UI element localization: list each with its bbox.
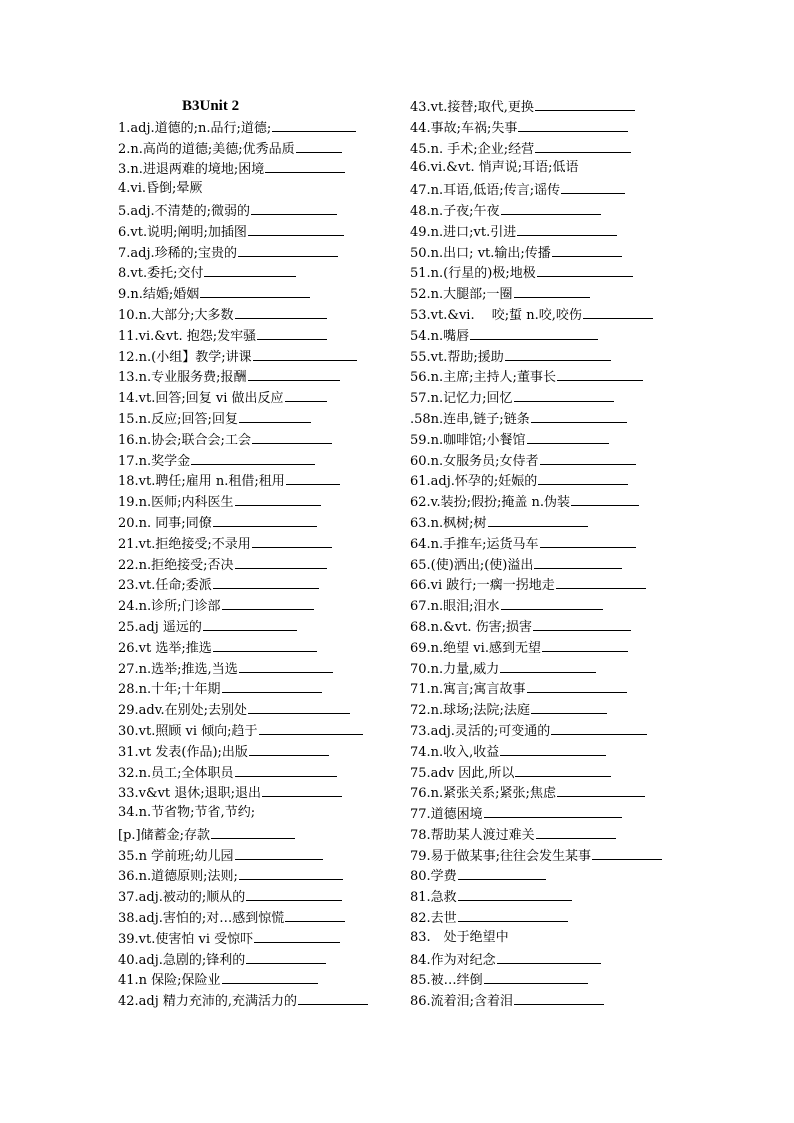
vocab-prompt: 9.n.结婚;婚姻 <box>118 287 200 303</box>
vocab-item <box>410 470 690 491</box>
vocab-item <box>118 512 388 533</box>
vocab-prompt: 68.n.&vt. 伤害;损害 <box>410 619 532 635</box>
vocab-prompt: 29.adv.在别处;去别处 <box>118 703 248 719</box>
answer-blank[interactable] <box>501 595 603 610</box>
vocab-prompt: 80.学费 <box>410 869 457 885</box>
vocab-prompt: 7.adj.珍稀的;宝贵的 <box>118 245 238 261</box>
vocab-item <box>410 117 690 138</box>
vocab-item <box>410 429 690 450</box>
answer-blank[interactable] <box>272 117 356 132</box>
answer-blank[interactable] <box>222 678 322 693</box>
vocab-prompt: 23.vt.任命;委派 <box>118 578 212 594</box>
vocab-item <box>118 158 388 179</box>
answer-blank[interactable] <box>254 928 340 943</box>
answer-blank[interactable] <box>246 949 326 964</box>
vocab-prompt: 40.adj.急剧的;锋利的 <box>118 952 246 968</box>
vocab-prompt: 43.vt.接替;取代,更换 <box>410 100 534 115</box>
vocab-prompt: [p.]储蓄金;存款 <box>118 827 210 843</box>
vocab-prompt: 50.n.出口; vt.输出;传播 <box>410 245 551 261</box>
vocab-item <box>118 865 388 886</box>
vocab-prompt: 30.vt.照顾 vi 倾向;趋于 <box>118 723 258 739</box>
answer-blank[interactable] <box>552 242 622 257</box>
answer-blank[interactable] <box>501 200 601 215</box>
answer-blank[interactable] <box>211 824 295 839</box>
vocab-item <box>118 741 388 762</box>
vocab-prompt: 13.n.专业服务费;报酬 <box>118 370 247 386</box>
vocab-item <box>118 824 388 845</box>
vocab-prompt: 14.vt.回答;回复 vi 做出反应 <box>118 391 284 407</box>
vocab-prompt: 26.vt 选举;推选 <box>118 640 212 656</box>
vocab-item <box>410 221 690 242</box>
vocab-item <box>410 928 690 949</box>
answer-blank[interactable] <box>515 762 611 777</box>
vocab-item <box>410 907 690 928</box>
vocab-item <box>118 949 388 970</box>
answer-blank[interactable] <box>222 969 318 984</box>
vocab-item <box>410 450 690 471</box>
vocab-prompt: 82.去世 <box>410 911 457 927</box>
vocab-prompt: 38.adj.害怕的;对…感到惊慌 <box>118 911 285 927</box>
vocab-prompt: 33.v&vt 退休;退职;退出 <box>118 786 262 802</box>
vocab-item <box>410 533 690 554</box>
vocab-prompt: 86.流着泪;含着泪 <box>410 994 514 1010</box>
answer-blank[interactable] <box>239 658 333 673</box>
vocab-item <box>410 824 690 845</box>
answer-blank[interactable] <box>540 533 636 548</box>
vocab-item <box>410 387 690 408</box>
vocab-prompt: 47.n.耳语,低语;传言;谣传 <box>410 183 561 199</box>
vocab-item <box>410 158 690 179</box>
answer-blank[interactable] <box>252 429 332 444</box>
answer-blank[interactable] <box>235 554 327 569</box>
vocab-prompt: 49.n.进口;vt.引进 <box>410 224 517 240</box>
answer-blank[interactable] <box>285 387 327 402</box>
vocab-item <box>410 658 690 679</box>
answer-blank[interactable] <box>222 595 314 610</box>
vocab-item <box>410 969 690 990</box>
answer-blank[interactable] <box>239 408 311 423</box>
vocab-prompt: 19.n.医师;内科医生 <box>118 495 234 511</box>
answer-blank[interactable] <box>213 637 317 652</box>
vocab-prompt: 77.道德困境 <box>410 807 483 823</box>
vocab-item <box>118 595 388 616</box>
answer-blank[interactable] <box>534 554 622 569</box>
vocab-prompt: 84.作为对纪念 <box>410 952 496 968</box>
answer-blank[interactable] <box>535 96 635 111</box>
vocab-item <box>118 304 388 325</box>
right-column <box>410 96 690 1011</box>
vocab-prompt: 67.n.眼泪;泪水 <box>410 599 500 615</box>
vocab-item <box>410 325 690 346</box>
answer-blank[interactable] <box>536 824 616 839</box>
answer-blank[interactable] <box>531 408 627 423</box>
vocab-item <box>410 949 690 970</box>
answer-blank[interactable] <box>533 616 631 631</box>
vocab-item <box>410 595 690 616</box>
vocab-prompt: 1.adj.道德的;n.品行;道德; <box>118 120 272 136</box>
vocab-item <box>410 865 690 886</box>
vocab-item <box>410 720 690 741</box>
answer-blank[interactable] <box>592 845 662 860</box>
vocab-prompt: 62.v.装扮;假扮;掩盖 n.伪装 <box>410 495 571 511</box>
vocab-prompt: 21.vt.拒绝接受;不录用 <box>118 536 251 552</box>
vocab-prompt: 28.n.十年;十年期 <box>118 682 221 698</box>
vocab-item <box>410 678 690 699</box>
vocab-item <box>118 221 388 242</box>
vocab-prompt: 35.n 学前班;幼儿园 <box>118 848 234 864</box>
vocab-item <box>410 782 690 803</box>
vocab-item <box>118 429 388 450</box>
answer-blank[interactable] <box>458 865 546 880</box>
vocab-item <box>410 762 690 783</box>
vocab-item <box>118 574 388 595</box>
answer-blank[interactable] <box>213 574 319 589</box>
vocab-item <box>410 845 690 866</box>
vocab-item <box>118 616 388 637</box>
answer-blank[interactable] <box>537 262 633 277</box>
vocab-prompt: 44.事故;车祸;失事 <box>410 120 518 136</box>
answer-blank[interactable] <box>527 678 627 693</box>
answer-blank[interactable] <box>484 969 588 984</box>
answer-blank[interactable] <box>458 907 568 922</box>
vocab-item <box>118 762 388 783</box>
vocab-item <box>410 138 690 159</box>
vocab-prompt: 32.n.员工;全体职员 <box>118 765 234 781</box>
answer-blank[interactable] <box>262 782 342 797</box>
answer-blank[interactable] <box>252 533 332 548</box>
vocab-prompt: 53.vt.&vi. 咬;蜇 n.咬,咬伤 <box>410 307 582 323</box>
answer-blank[interactable] <box>557 782 645 797</box>
vocab-item <box>118 346 388 367</box>
answer-blank[interactable] <box>514 283 590 298</box>
answer-blank[interactable] <box>488 512 588 527</box>
vocab-item <box>118 803 388 824</box>
vocab-prompt: 4.vi.昏倒;晕厥 <box>118 181 203 197</box>
vocab-item <box>410 741 690 762</box>
vocab-item <box>118 720 388 741</box>
vocab-prompt: 63.n.枫树;树 <box>410 515 487 531</box>
vocab-prompt: 37.adj.被动的;顺从的 <box>118 890 246 906</box>
vocab-prompt: 59.n.咖啡馆;小餐馆 <box>410 432 526 448</box>
answer-blank[interactable] <box>286 470 340 485</box>
vocab-item <box>410 616 690 637</box>
vocab-prompt: 75.adv 因此,所以 <box>410 765 515 781</box>
vocab-item <box>410 699 690 720</box>
vocab-item <box>118 387 388 408</box>
vocab-item <box>410 408 690 429</box>
vocab-prompt: 69.n.绝望 vi.感到无望 <box>410 640 541 656</box>
vocab-prompt: 81.急救 <box>410 890 457 906</box>
vocab-prompt: 71.n.寓言;寓言故事 <box>410 682 526 698</box>
answer-blank[interactable] <box>191 450 315 465</box>
answer-blank[interactable] <box>248 221 344 236</box>
answer-blank[interactable] <box>253 346 357 361</box>
vocab-item <box>410 554 690 575</box>
vocab-item <box>410 803 690 824</box>
answer-blank[interactable] <box>514 990 604 1005</box>
vocab-item <box>118 886 388 907</box>
vocab-prompt: 54.n.嘴唇 <box>410 328 470 344</box>
vocab-item <box>118 658 388 679</box>
answer-blank[interactable] <box>517 221 617 236</box>
vocab-item <box>410 637 690 658</box>
vocab-prompt: 31.vt 发表(作品);出版 <box>118 744 248 760</box>
vocab-prompt: 46.vi.&vt. 悄声说;耳语;低语 <box>410 160 579 176</box>
answer-blank[interactable] <box>571 491 639 506</box>
vocab-prompt: 73.adj.灵活的;可变通的 <box>410 723 551 739</box>
answer-blank[interactable] <box>248 699 350 714</box>
vocab-prompt: 51.n.(行星的)极;地极 <box>410 266 536 282</box>
vocab-item <box>118 366 388 387</box>
answer-blank[interactable] <box>458 886 572 901</box>
answer-blank[interactable] <box>238 242 338 257</box>
vocab-prompt: 66.vi 跛行;一瘸一拐地走 <box>410 578 555 594</box>
vocab-item <box>410 96 690 117</box>
vocab-item <box>410 990 690 1011</box>
vocab-item <box>118 470 388 491</box>
vocab-item <box>118 200 388 221</box>
vocab-item <box>118 678 388 699</box>
vocab-prompt: .58n.连串,链子;链条 <box>410 411 530 427</box>
answer-blank[interactable] <box>251 200 337 215</box>
vocab-item <box>118 928 388 949</box>
answer-blank[interactable] <box>561 179 625 194</box>
vocab-prompt: 79.易于做某事;往往会发生某事 <box>410 848 592 864</box>
answer-blank[interactable] <box>557 366 643 381</box>
vocab-prompt: 17.n.奖学金 <box>118 453 191 469</box>
vocab-item <box>118 450 388 471</box>
answer-blank[interactable] <box>556 574 646 589</box>
vocab-item <box>410 179 690 200</box>
vocab-prompt: 52.n.大腿部;一圈 <box>410 287 513 303</box>
answer-blank[interactable] <box>249 741 329 756</box>
vocab-item <box>410 886 690 907</box>
answer-blank[interactable] <box>257 325 327 340</box>
answer-blank[interactable] <box>470 325 598 340</box>
vocab-prompt: 78.帮助某人渡过难关 <box>410 827 535 843</box>
answer-blank[interactable] <box>298 990 368 1005</box>
vocab-item <box>118 699 388 720</box>
answer-blank[interactable] <box>296 138 342 153</box>
answer-blank[interactable] <box>500 658 596 673</box>
answer-blank[interactable] <box>259 720 363 735</box>
vocab-prompt: 48.n.子夜;午夜 <box>410 203 500 219</box>
vocab-prompt: 8.vt.委托;交付 <box>118 266 204 282</box>
vocab-item <box>410 304 690 325</box>
answer-blank[interactable] <box>540 450 636 465</box>
vocab-item <box>410 366 690 387</box>
answer-blank[interactable] <box>235 845 323 860</box>
vocab-item <box>410 262 690 283</box>
vocab-prompt: 55.vt.帮助;援助 <box>410 349 504 365</box>
vocab-item <box>118 283 388 304</box>
answer-blank[interactable] <box>285 907 345 922</box>
vocab-item <box>118 262 388 283</box>
vocab-item <box>410 491 690 512</box>
vocab-item <box>410 346 690 367</box>
answer-blank[interactable] <box>246 886 342 901</box>
vocab-item <box>118 637 388 658</box>
answer-blank[interactable] <box>531 699 607 714</box>
vocab-item <box>118 554 388 575</box>
vocab-item <box>118 907 388 928</box>
vocab-prompt: 64.n.手推车;运货马车 <box>410 536 539 552</box>
answer-blank[interactable] <box>248 366 340 381</box>
vocab-item <box>410 283 690 304</box>
vocab-prompt: 12.n.(小组】教学;讲课 <box>118 349 252 365</box>
vocab-prompt: 39.vt.使害怕 vi 受惊吓 <box>118 931 254 947</box>
vocab-prompt: 25.adj 遥远的 <box>118 619 202 635</box>
vocab-prompt: 5.adj.不清楚的;微弱的 <box>118 203 251 219</box>
vocab-item <box>410 242 690 263</box>
answer-blank[interactable] <box>538 470 628 485</box>
vocab-item <box>118 117 388 138</box>
vocab-prompt: 15.n.反应;回答;回复 <box>118 411 238 427</box>
vocab-item <box>410 574 690 595</box>
vocab-prompt: 10.n.大部分;大多数 <box>118 307 234 323</box>
answer-blank[interactable] <box>505 346 611 361</box>
vocab-prompt: 41.n 保险;保险业 <box>118 973 221 989</box>
answer-blank[interactable] <box>200 283 310 298</box>
answer-blank[interactable] <box>484 803 622 818</box>
answer-blank[interactable] <box>527 429 609 444</box>
answer-blank[interactable] <box>235 304 327 319</box>
answer-blank[interactable] <box>518 117 628 132</box>
vocab-item <box>118 491 388 512</box>
vocab-prompt: 36.n.道德原则;法则; <box>118 869 238 885</box>
vocab-prompt: 83. 处于绝望中 <box>410 929 509 945</box>
vocab-item <box>118 845 388 866</box>
answer-blank[interactable] <box>514 387 614 402</box>
vocab-prompt: 3.n.进退两难的境地;困境 <box>118 162 265 178</box>
vocab-prompt: 22.n.拒绝接受;否决 <box>118 557 234 573</box>
vocab-prompt: 16.n.协会;联合会;工会 <box>118 432 251 448</box>
vocab-prompt: 56.n.主席;主持人;董事长 <box>410 370 556 386</box>
vocab-item <box>118 782 388 803</box>
vocab-item <box>410 512 690 533</box>
worksheet-title: B3Unit 2 <box>182 98 240 114</box>
vocab-prompt: 76.n.紧张关系;紧张;焦虑 <box>410 786 556 802</box>
vocab-prompt: 61.adj.怀孕的;妊娠的 <box>410 474 538 490</box>
left-column <box>118 96 388 1011</box>
vocab-prompt: 27.n.选举;推选,当选 <box>118 661 238 677</box>
vocab-prompt: 45.n. 手术;企业;经营 <box>410 141 535 157</box>
vocab-prompt: 2.n.高尚的道德;美德;优秀品质 <box>118 141 295 157</box>
answer-blank[interactable] <box>583 304 653 319</box>
vocab-prompt: 20.n. 同事;同僚 <box>118 515 212 531</box>
vocab-item <box>118 138 388 159</box>
vocab-item <box>118 533 388 554</box>
vocab-prompt: 60.n.女服务员;女侍者 <box>410 453 539 469</box>
vocab-prompt: 70.n.力量,威力 <box>410 661 500 677</box>
vocab-prompt: 74.n.收入,收益 <box>410 744 500 760</box>
answer-blank[interactable] <box>500 741 606 756</box>
vocab-prompt: 65.(使)洒出;(使)溢出 <box>410 557 534 573</box>
vocab-prompt: 34.n.节省物;节省,节约; <box>118 805 256 821</box>
answer-blank[interactable] <box>497 949 601 964</box>
vocab-prompt: 11.vi.&vt. 抱怨;发牢骚 <box>118 328 257 344</box>
vocab-prompt: 24.n.诊所;门诊部 <box>118 599 221 615</box>
vocab-prompt: 72.n.球场;法院;法庭 <box>410 703 530 719</box>
answer-blank[interactable] <box>239 865 343 880</box>
vocab-item <box>118 408 388 429</box>
vocab-prompt: 18.vt.聘任;雇用 n.租借;租用 <box>118 474 285 490</box>
answer-blank[interactable] <box>265 158 345 173</box>
vocab-item <box>410 200 690 221</box>
vocab-prompt: 57.n.记忆力;回忆 <box>410 391 513 407</box>
vocab-item <box>118 325 388 346</box>
answer-blank[interactable] <box>535 138 631 153</box>
vocab-item <box>118 242 388 263</box>
vocab-prompt: 6.vt.说明;阐明;加插图 <box>118 224 247 240</box>
answer-blank[interactable] <box>203 616 297 631</box>
answer-blank[interactable] <box>542 637 628 652</box>
answer-blank[interactable] <box>551 720 647 735</box>
answer-blank[interactable] <box>235 491 321 506</box>
vocab-item <box>118 969 388 990</box>
vocab-prompt: 42.adj 精力充沛的,充满活力的 <box>118 994 298 1010</box>
vocab-item <box>118 990 388 1011</box>
answer-blank[interactable] <box>204 262 296 277</box>
answer-blank[interactable] <box>235 762 337 777</box>
vocab-item <box>118 179 388 200</box>
answer-blank[interactable] <box>213 512 317 527</box>
vocab-prompt: 85.被…绊倒 <box>410 973 483 989</box>
